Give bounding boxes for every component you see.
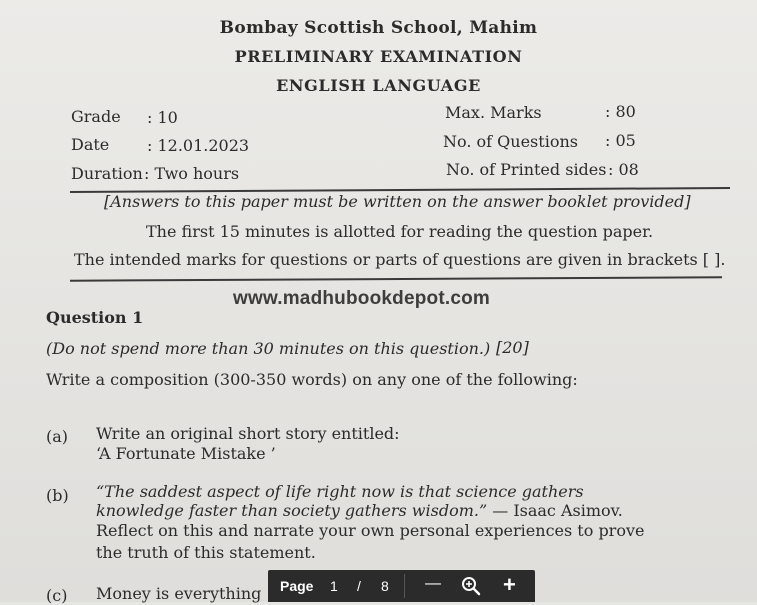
option-c-line1: Money is everything (96, 584, 262, 603)
zoom-icon (461, 576, 481, 596)
marks-value: : 80 (605, 102, 636, 121)
option-a-letter: (a) (46, 427, 69, 446)
grade-value: : 10 (147, 108, 178, 127)
zoom-button[interactable] (461, 576, 481, 599)
option-c-letter: (c) (46, 586, 68, 605)
option-b-line4: the truth of this statement. (96, 543, 316, 562)
question-note: (Do not spend more than 30 minutes on this question.) (46, 339, 491, 358)
option-b-quote-line1: “The saddest aspect of life right now is that science gathers (96, 482, 584, 501)
option-a-line2: ‘A Fortunate Mistake ’ (96, 444, 276, 463)
option-b-quote-end: knowledge faster than society gathers wisdom.” (96, 501, 488, 520)
page-separator: / (357, 578, 361, 594)
watermark-text: www.madhubookdepot.com (233, 288, 491, 309)
date-label: Date (71, 135, 110, 154)
option-b-quote-line2 (96, 501, 623, 521)
pdf-toolbar (268, 570, 535, 602)
questions-value: : 05 (605, 131, 636, 150)
option-a-line1: Write an original short story entitled: (96, 424, 400, 443)
sides-label: No. of Printed sides (446, 160, 607, 179)
option-b-line3: Reflect on this and narrate your own personal experiences to prove (96, 521, 645, 540)
sides-value: : 08 (608, 160, 639, 179)
instruction-reading-time: The first 15 minutes is allotted for reading the question paper. (146, 222, 654, 241)
instruction-answers: [Answers to this paper must be written on the answer booklet provided] (104, 192, 691, 211)
total-pages: 8 (381, 578, 389, 594)
toolbar-divider (404, 574, 405, 598)
exam-title: PRELIMINARY EXAMINATION (234, 47, 523, 66)
zoom-in-button[interactable]: + (503, 572, 516, 597)
duration-value: : Two hours (144, 164, 240, 183)
page-label: Page (280, 578, 314, 594)
zoom-out-button[interactable]: — (425, 575, 441, 592)
question-marks: [20] (496, 338, 529, 357)
bottom-rule (70, 276, 722, 281)
current-page-input[interactable]: 1 (330, 578, 338, 594)
question-title: Question 1 (46, 308, 144, 327)
marks-label: Max. Marks (445, 103, 542, 122)
grade-label: Grade (71, 107, 121, 126)
subject-title: ENGLISH LANGUAGE (276, 76, 481, 95)
question-prompt: Write a composition (300-350 words) on any one of the following: (46, 370, 578, 389)
option-b-letter: (b) (46, 486, 69, 505)
option-b-author: — Isaac Asimov. (487, 501, 623, 520)
questions-label: No. of Questions (443, 132, 578, 151)
duration-label: Duration (71, 164, 143, 183)
school-name: Bombay Scottish School, Mahim (219, 18, 538, 38)
instruction-marks: The intended marks for questions or parts of questions are given in brackets [ ]. (74, 250, 726, 269)
date-value: : 12.01.2023 (147, 136, 250, 155)
